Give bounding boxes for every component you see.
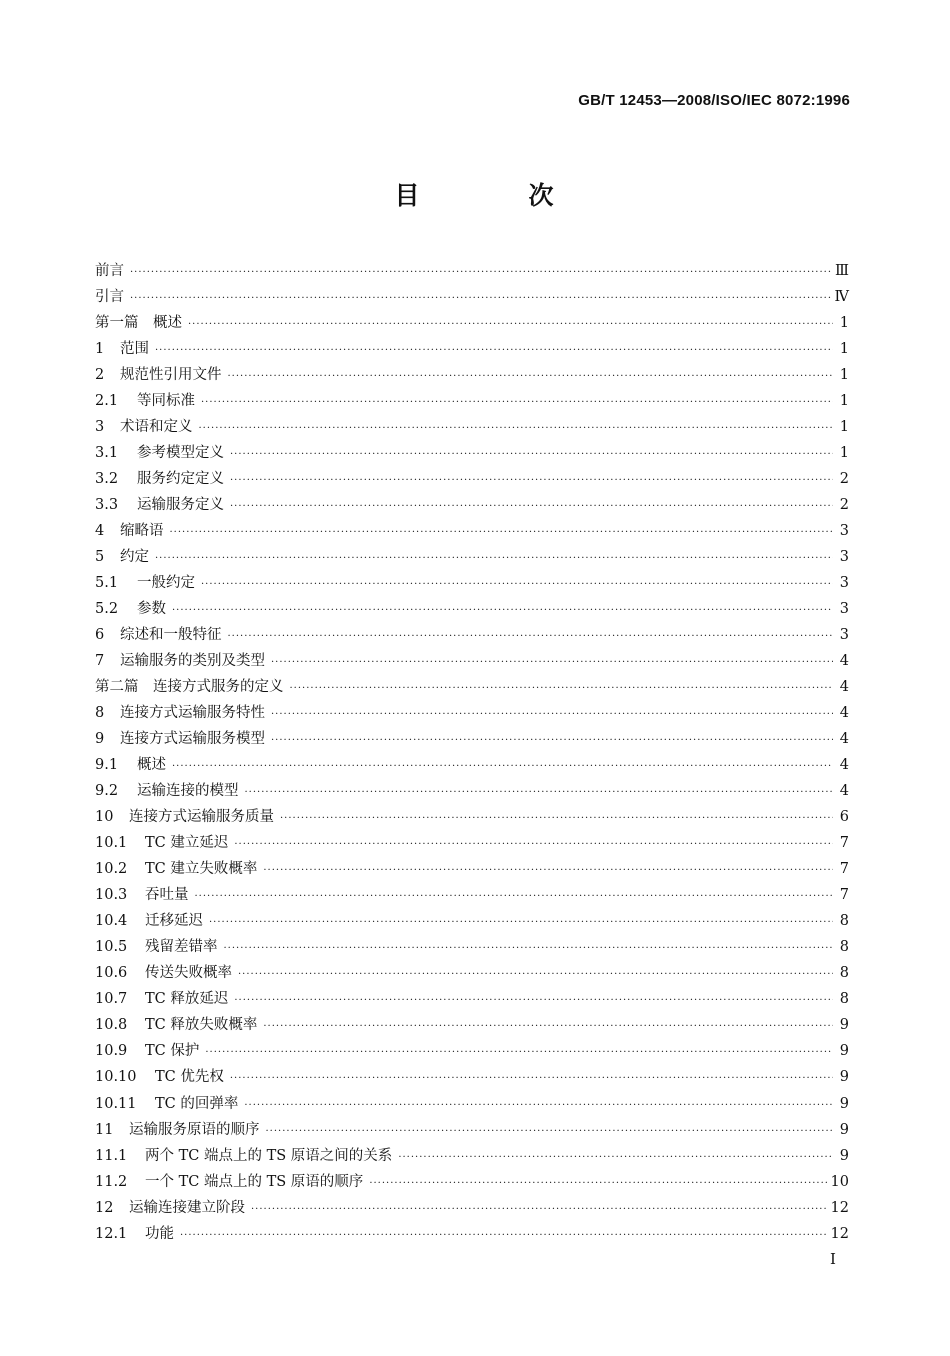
toc-entry-number: 12 bbox=[95, 1199, 114, 1216]
dot-leader bbox=[234, 839, 833, 850]
toc-entry-number: 10.4 bbox=[95, 913, 128, 930]
toc-entry-number: 5.2 bbox=[95, 601, 119, 618]
dot-leader bbox=[230, 449, 833, 460]
toc-entry-page: Ⅳ bbox=[834, 289, 849, 306]
toc-entry-number: 3.3 bbox=[95, 497, 119, 514]
toc-entry[interactable] bbox=[95, 1092, 849, 1118]
toc-entry-number: 3.1 bbox=[95, 445, 119, 462]
toc-entry-label: 一般约定 bbox=[137, 575, 195, 592]
toc-entry-page: 1 bbox=[839, 445, 849, 462]
toc-entry-page: 4 bbox=[839, 783, 849, 800]
dot-leader bbox=[369, 1178, 826, 1189]
toc-entry[interactable] bbox=[95, 727, 849, 753]
toc-entry-label: 等同标准 bbox=[137, 393, 195, 410]
toc-entry-page: 8 bbox=[839, 939, 849, 956]
toc-entry-label: 运输服务的类别及类型 bbox=[120, 653, 265, 670]
dot-leader bbox=[201, 397, 833, 408]
toc-entry[interactable] bbox=[95, 1039, 849, 1065]
toc-entry-page: 8 bbox=[839, 991, 849, 1008]
toc-entry-label: 参数 bbox=[137, 601, 166, 618]
toc-entry[interactable] bbox=[95, 311, 849, 337]
toc-entry-label: 功能 bbox=[145, 1225, 174, 1242]
toc-entry-page: 1 bbox=[839, 419, 849, 436]
standard-number: GB/T 12453—2008/ISO/IEC 8072:1996 bbox=[578, 92, 850, 109]
toc-entry[interactable] bbox=[95, 363, 849, 389]
toc-entry-number: 10 bbox=[95, 809, 114, 826]
dot-leader bbox=[188, 319, 833, 330]
toc-entry-page: 7 bbox=[839, 887, 849, 904]
toc-entry-label: 吞吐量 bbox=[145, 887, 189, 904]
toc-entry-label: 第二篇 连接方式服务的定义 bbox=[95, 679, 284, 696]
toc-entry-label: TC 释放延迟 bbox=[145, 991, 229, 1008]
toc-entry-page: 9 bbox=[839, 1121, 849, 1138]
toc-entry-page: 8 bbox=[839, 913, 849, 930]
toc-entry[interactable] bbox=[95, 1144, 849, 1170]
dot-leader bbox=[230, 501, 833, 512]
toc-entry-label: 范围 bbox=[120, 341, 149, 358]
toc-entry-page: 3 bbox=[839, 627, 849, 644]
dot-leader bbox=[271, 735, 833, 746]
toc-entry-label: TC 的回弹率 bbox=[155, 1095, 239, 1112]
toc-entry-label: TC 建立延迟 bbox=[145, 835, 229, 852]
toc-entry[interactable] bbox=[95, 337, 849, 363]
toc-entry[interactable] bbox=[95, 987, 849, 1013]
dot-leader bbox=[209, 917, 833, 928]
dot-leader bbox=[263, 865, 833, 876]
toc-entry-page: 6 bbox=[839, 809, 849, 826]
toc-entry[interactable] bbox=[95, 545, 849, 571]
dot-leader bbox=[155, 345, 833, 356]
toc-entry-label: 综述和一般特征 bbox=[120, 627, 222, 644]
toc-entry-page: 9 bbox=[839, 1017, 849, 1034]
toc-entry[interactable] bbox=[95, 571, 849, 597]
toc-entry-number: 10.6 bbox=[95, 965, 128, 982]
toc-entry-label: 前言 bbox=[95, 263, 124, 279]
toc-entry-page: 12 bbox=[830, 1199, 849, 1216]
toc-entry[interactable] bbox=[95, 883, 849, 909]
dot-leader bbox=[271, 657, 833, 668]
dot-leader bbox=[266, 1126, 834, 1137]
dot-leader bbox=[199, 423, 834, 434]
dot-leader bbox=[228, 631, 834, 642]
toc-entry-number: 9.2 bbox=[95, 783, 119, 800]
dot-leader bbox=[228, 371, 834, 382]
toc-entry-page: 7 bbox=[839, 835, 849, 852]
toc-entry-label: 连接方式运输服务质量 bbox=[129, 809, 274, 826]
toc-entry-label: 一个 TC 端点上的 TS 原语的顺序 bbox=[145, 1173, 364, 1190]
dot-leader bbox=[230, 475, 833, 486]
toc-entry-number: 1 bbox=[95, 341, 105, 358]
toc-entry[interactable] bbox=[95, 1118, 849, 1144]
toc-entry-label: TC 保护 bbox=[145, 1043, 200, 1060]
toc-entry-label: 残留差错率 bbox=[145, 939, 218, 956]
toc-entry-number: 11.1 bbox=[95, 1147, 128, 1164]
table-of-contents bbox=[95, 259, 849, 1248]
toc-entry[interactable] bbox=[95, 805, 849, 831]
toc-entry-number: 2 bbox=[95, 367, 105, 384]
toc-entry[interactable] bbox=[95, 961, 849, 987]
toc-entry-label: 引言 bbox=[95, 289, 124, 306]
dot-leader bbox=[263, 1021, 833, 1032]
toc-entry-page: 4 bbox=[839, 731, 849, 748]
toc-entry-number: 10.5 bbox=[95, 939, 128, 956]
toc-entry[interactable] bbox=[95, 831, 849, 857]
dot-leader bbox=[130, 293, 831, 304]
toc-entry-label: 术语和定义 bbox=[120, 419, 193, 436]
toc-entry-label: TC 建立失败概率 bbox=[145, 861, 258, 878]
page-title: 目 次 bbox=[394, 181, 596, 210]
toc-entry-label: 传送失败概率 bbox=[145, 965, 232, 982]
toc-entry-number: 12.1 bbox=[95, 1225, 128, 1242]
toc-entry-page: Ⅲ bbox=[835, 263, 849, 279]
dot-leader bbox=[251, 1204, 827, 1215]
toc-entry-label: 连接方式运输服务模型 bbox=[120, 731, 265, 748]
toc-entry-page: 1 bbox=[839, 393, 849, 410]
toc-entry-page: 9 bbox=[839, 1069, 849, 1086]
toc-entry-number: 10.1 bbox=[95, 835, 128, 852]
toc-entry-page: 4 bbox=[839, 705, 849, 722]
toc-entry[interactable] bbox=[95, 389, 849, 415]
toc-entry-number: 11 bbox=[95, 1121, 114, 1138]
toc-entry-page: 9 bbox=[839, 1147, 849, 1164]
toc-entry[interactable] bbox=[95, 935, 849, 961]
dot-leader bbox=[172, 605, 833, 616]
toc-entry-label: 运输连接建立阶段 bbox=[129, 1199, 245, 1216]
dot-leader bbox=[245, 787, 834, 798]
toc-entry[interactable] bbox=[95, 285, 849, 311]
toc-entry-label: 约定 bbox=[120, 549, 149, 566]
toc-entry-number: 3.2 bbox=[95, 471, 119, 488]
toc-entry[interactable] bbox=[95, 623, 849, 649]
toc-entry-number: 7 bbox=[95, 653, 105, 670]
toc-entry[interactable] bbox=[95, 493, 849, 519]
toc-entry[interactable] bbox=[95, 909, 849, 935]
toc-entry-page: 1 bbox=[839, 341, 849, 358]
toc-entry-page: 1 bbox=[839, 367, 849, 384]
dot-leader bbox=[280, 813, 833, 824]
toc-entry[interactable] bbox=[95, 1013, 849, 1039]
toc-entry-page: 8 bbox=[839, 965, 849, 982]
toc-entry-number: 5 bbox=[95, 549, 105, 566]
dot-leader bbox=[238, 969, 833, 980]
toc-entry[interactable] bbox=[95, 467, 849, 493]
toc-entry-page: 9 bbox=[839, 1043, 849, 1060]
toc-entry[interactable] bbox=[95, 441, 849, 467]
dot-leader bbox=[271, 709, 833, 720]
toc-entry-label: 两个 TC 端点上的 TS 原语之间的关系 bbox=[145, 1147, 393, 1164]
toc-entry[interactable] bbox=[95, 1170, 849, 1196]
page-number: I bbox=[830, 1250, 836, 1268]
toc-entry-page: 7 bbox=[839, 861, 849, 878]
toc-entry-number: 6 bbox=[95, 627, 105, 644]
dot-leader bbox=[244, 1100, 833, 1111]
toc-entry-label: 运输连接的模型 bbox=[137, 783, 239, 800]
toc-entry-label: 第一篇 概述 bbox=[95, 315, 182, 332]
toc-entry-number: 10.10 bbox=[95, 1069, 137, 1086]
toc-entry-page: 4 bbox=[839, 757, 849, 774]
dot-leader bbox=[201, 579, 833, 590]
dot-leader bbox=[172, 761, 833, 772]
toc-entry-label: 缩略语 bbox=[120, 523, 164, 540]
toc-entry[interactable] bbox=[95, 675, 849, 701]
dot-leader bbox=[170, 527, 834, 538]
toc-entry-number: 9 bbox=[95, 731, 105, 748]
toc-entry-number: 10.2 bbox=[95, 861, 128, 878]
toc-entry-label: 运输服务原语的顺序 bbox=[129, 1121, 260, 1138]
toc-entry[interactable] bbox=[95, 519, 849, 545]
toc-entry-page: 2 bbox=[839, 471, 849, 488]
toc-entry-number: 10.8 bbox=[95, 1017, 128, 1034]
toc-entry-number: 5.1 bbox=[95, 575, 119, 592]
toc-entry-number: 4 bbox=[95, 523, 105, 540]
dot-leader bbox=[205, 1047, 833, 1058]
dot-leader bbox=[290, 683, 834, 694]
toc-entry[interactable] bbox=[95, 1065, 849, 1091]
toc-entry-label: TC 释放失败概率 bbox=[145, 1017, 258, 1034]
dot-leader bbox=[398, 1152, 833, 1163]
dot-leader bbox=[234, 995, 833, 1006]
toc-entry-number: 10.9 bbox=[95, 1043, 128, 1060]
toc-entry[interactable] bbox=[95, 649, 849, 675]
toc-entry-number: 10.3 bbox=[95, 887, 128, 904]
dot-leader bbox=[180, 1230, 827, 1241]
toc-entry-page: 3 bbox=[839, 601, 849, 618]
toc-entry-label: 运输服务定义 bbox=[137, 497, 224, 514]
toc-entry[interactable] bbox=[95, 597, 849, 623]
toc-entry-page: 1 bbox=[839, 315, 849, 332]
toc-entry[interactable] bbox=[95, 415, 849, 441]
dot-leader bbox=[195, 891, 834, 902]
toc-entry[interactable] bbox=[95, 753, 849, 779]
toc-entry-number: 11.2 bbox=[95, 1173, 128, 1190]
toc-entry-page: 3 bbox=[839, 523, 849, 540]
toc-entry[interactable] bbox=[95, 779, 849, 805]
toc-entry-number: 3 bbox=[95, 419, 105, 436]
toc-entry-label: 参考模型定义 bbox=[137, 445, 224, 462]
toc-entry-label: 连接方式运输服务特性 bbox=[120, 705, 265, 722]
dot-leader bbox=[130, 267, 831, 278]
toc-entry-page: 3 bbox=[839, 575, 849, 592]
toc-entry[interactable] bbox=[95, 259, 849, 285]
toc-entry-label: 规范性引用文件 bbox=[120, 367, 222, 384]
toc-entry-label: TC 优先权 bbox=[155, 1069, 224, 1086]
toc-entry-number: 10.11 bbox=[95, 1095, 137, 1112]
toc-entry-number: 10.7 bbox=[95, 991, 128, 1008]
toc-entry[interactable] bbox=[95, 857, 849, 883]
toc-entry-label: 迁移延迟 bbox=[145, 913, 203, 930]
toc-entry-page: 12 bbox=[830, 1225, 849, 1242]
dot-leader bbox=[230, 1073, 833, 1084]
toc-entry-number: 2.1 bbox=[95, 393, 119, 410]
toc-entry-number: 9.1 bbox=[95, 757, 119, 774]
toc-entry[interactable] bbox=[95, 1196, 849, 1222]
toc-entry-number: 8 bbox=[95, 705, 105, 722]
toc-entry-page: 3 bbox=[839, 549, 849, 566]
toc-entry-page: 10 bbox=[830, 1173, 849, 1190]
dot-leader bbox=[155, 553, 833, 564]
toc-entry-page: 9 bbox=[839, 1095, 849, 1112]
toc-entry-label: 服务约定定义 bbox=[137, 471, 224, 488]
toc-entry[interactable] bbox=[95, 1222, 849, 1248]
toc-entry-page: 4 bbox=[839, 653, 849, 670]
dot-leader bbox=[224, 943, 834, 954]
toc-entry-page: 2 bbox=[839, 497, 849, 514]
toc-entry[interactable] bbox=[95, 701, 849, 727]
toc-entry-label: 概述 bbox=[137, 757, 166, 774]
toc-entry-page: 4 bbox=[839, 679, 849, 696]
